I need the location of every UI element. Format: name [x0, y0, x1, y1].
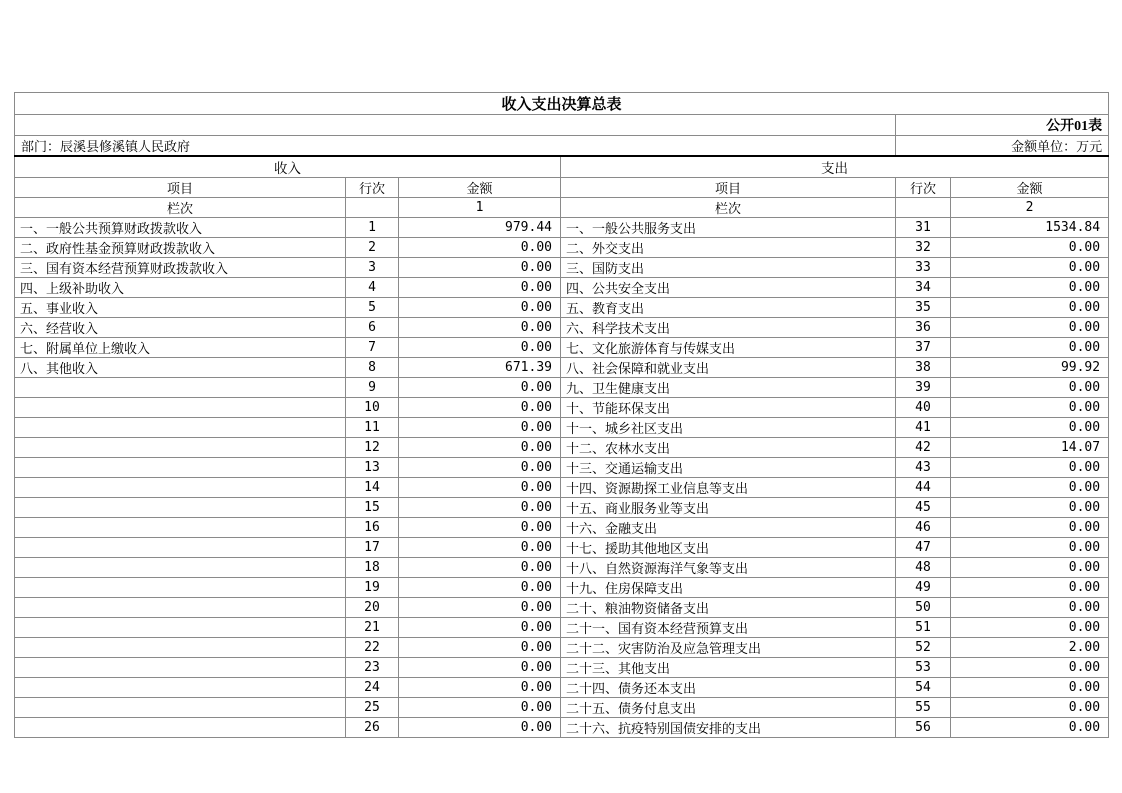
- income-amount-cell: 0.00: [399, 498, 561, 518]
- page-title: 收入支出决算总表: [15, 93, 1109, 115]
- expense-column-number: 2: [951, 198, 1109, 218]
- table-row: [15, 378, 1109, 398]
- income-line-cell: 6: [346, 318, 399, 338]
- income-amount-cell: 0.00: [399, 658, 561, 678]
- expense-line-cell: 43: [896, 458, 951, 478]
- income-item-cell: [15, 578, 346, 598]
- expense-line-cell: 45: [896, 498, 951, 518]
- expense-line-cell: 40: [896, 398, 951, 418]
- income-item-cell: [15, 598, 346, 618]
- income-amount-cell: 0.00: [399, 338, 561, 358]
- expense-amount-cell: 0.00: [951, 378, 1109, 398]
- expense-amount-cell: 0.00: [951, 398, 1109, 418]
- expense-amount-header: 金额: [951, 178, 1109, 198]
- table-row: [15, 498, 1109, 518]
- income-line-cell: 5: [346, 298, 399, 318]
- income-line-cell: 19: [346, 578, 399, 598]
- income-line-cell: 21: [346, 618, 399, 638]
- expense-line-header: 行次: [896, 178, 951, 198]
- table-row: [15, 458, 1109, 478]
- column-number-row: [15, 198, 1109, 218]
- expense-line-cell: 50: [896, 598, 951, 618]
- expense-amount-cell: 2.00: [951, 638, 1109, 658]
- income-line-cell: 20: [346, 598, 399, 618]
- table-row: [15, 318, 1109, 338]
- income-item-cell: [15, 418, 346, 438]
- expense-line-cell: 36: [896, 318, 951, 338]
- expense-line-cell: 51: [896, 618, 951, 638]
- table-row: [15, 338, 1109, 358]
- income-item-cell: 七、附属单位上缴收入: [15, 338, 346, 358]
- income-line-cell: 7: [346, 338, 399, 358]
- expense-section-header: 支出: [561, 156, 1109, 178]
- expense-item-cell: 八、社会保障和就业支出: [561, 358, 896, 378]
- expense-amount-cell: 0.00: [951, 618, 1109, 638]
- expense-line-cell: 31: [896, 218, 951, 238]
- amount-unit-label: 金额单位：万元: [896, 136, 1109, 157]
- income-line-cell: 18: [346, 558, 399, 578]
- income-item-cell: 四、上级补助收入: [15, 278, 346, 298]
- income-item-cell: [15, 678, 346, 698]
- income-line-cell: 17: [346, 538, 399, 558]
- income-item-cell: [15, 378, 346, 398]
- expense-item-cell: 十九、住房保障支出: [561, 578, 896, 598]
- table-row: [15, 578, 1109, 598]
- expense-line-cell: 38: [896, 358, 951, 378]
- table-row: [15, 238, 1109, 258]
- expense-line-cell: 56: [896, 718, 951, 738]
- expense-amount-cell: 0.00: [951, 718, 1109, 738]
- income-amount-cell: 0.00: [399, 278, 561, 298]
- expense-item-cell: 一、一般公共服务支出: [561, 218, 896, 238]
- income-column-number: 1: [399, 198, 561, 218]
- income-line-cell: 4: [346, 278, 399, 298]
- expense-item-cell: 六、科学技术支出: [561, 318, 896, 338]
- income-rank-line-cell: [346, 198, 399, 218]
- expense-amount-cell: 0.00: [951, 658, 1109, 678]
- income-line-cell: 13: [346, 458, 399, 478]
- expense-amount-cell: 0.00: [951, 578, 1109, 598]
- income-line-cell: 2: [346, 238, 399, 258]
- income-item-cell: 八、其他收入: [15, 358, 346, 378]
- income-item-cell: [15, 538, 346, 558]
- expense-item-cell: 二十一、国有资本经营预算支出: [561, 618, 896, 638]
- table-body: [15, 218, 1109, 738]
- department-label: 部门：辰溪县修溪镇人民政府: [15, 136, 896, 157]
- expense-amount-cell: 0.00: [951, 338, 1109, 358]
- expense-line-cell: 35: [896, 298, 951, 318]
- income-line-header: 行次: [346, 178, 399, 198]
- expense-line-cell: 34: [896, 278, 951, 298]
- expense-line-cell: 53: [896, 658, 951, 678]
- expense-item-cell: 三、国防支出: [561, 258, 896, 278]
- income-item-cell: [15, 718, 346, 738]
- expense-item-cell: 十七、援助其他地区支出: [561, 538, 896, 558]
- income-amount-cell: 0.00: [399, 638, 561, 658]
- income-amount-cell: 0.00: [399, 558, 561, 578]
- expense-line-cell: 46: [896, 518, 951, 538]
- income-item-cell: [15, 698, 346, 718]
- table-row: [15, 478, 1109, 498]
- income-amount-cell: 0.00: [399, 718, 561, 738]
- income-amount-cell: 0.00: [399, 618, 561, 638]
- expense-amount-cell: 0.00: [951, 278, 1109, 298]
- income-line-cell: 15: [346, 498, 399, 518]
- income-amount-cell: 0.00: [399, 698, 561, 718]
- expense-line-cell: 48: [896, 558, 951, 578]
- expense-item-cell: 十四、资源勘探工业信息等支出: [561, 478, 896, 498]
- expense-item-cell: 四、公共安全支出: [561, 278, 896, 298]
- expense-item-cell: 二十二、灾害防治及应急管理支出: [561, 638, 896, 658]
- table-row: [15, 558, 1109, 578]
- table-row: [15, 518, 1109, 538]
- income-amount-cell: 0.00: [399, 578, 561, 598]
- income-item-cell: [15, 458, 346, 478]
- income-item-cell: [15, 498, 346, 518]
- income-item-cell: [15, 618, 346, 638]
- expense-item-cell: 十一、城乡社区支出: [561, 418, 896, 438]
- expense-amount-cell: 0.00: [951, 258, 1109, 278]
- income-line-cell: 23: [346, 658, 399, 678]
- expense-amount-cell: 0.00: [951, 238, 1109, 258]
- income-line-cell: 1: [346, 218, 399, 238]
- table-row: [15, 678, 1109, 698]
- table-row: [15, 538, 1109, 558]
- income-line-cell: 22: [346, 638, 399, 658]
- income-item-cell: [15, 438, 346, 458]
- expense-line-cell: 33: [896, 258, 951, 278]
- income-section-header: 收入: [15, 156, 561, 178]
- income-item-cell: 六、经营收入: [15, 318, 346, 338]
- income-item-cell: [15, 478, 346, 498]
- expense-line-cell: 37: [896, 338, 951, 358]
- table-row: [15, 658, 1109, 678]
- income-line-cell: 10: [346, 398, 399, 418]
- income-item-cell: [15, 398, 346, 418]
- income-line-cell: 16: [346, 518, 399, 538]
- income-item-cell: 一、一般公共预算财政拨款收入: [15, 218, 346, 238]
- expense-line-cell: 44: [896, 478, 951, 498]
- table-row: [15, 398, 1109, 418]
- expense-amount-cell: 0.00: [951, 318, 1109, 338]
- table-header: [15, 93, 1109, 218]
- expense-amount-cell: 0.00: [951, 678, 1109, 698]
- income-amount-cell: 0.00: [399, 438, 561, 458]
- income-amount-cell: 0.00: [399, 298, 561, 318]
- table-code: 公开01表: [896, 115, 1109, 136]
- table-row: [15, 718, 1109, 738]
- table-row: [15, 698, 1109, 718]
- table-code-row: [15, 115, 1109, 136]
- table-row: [15, 438, 1109, 458]
- income-line-cell: 12: [346, 438, 399, 458]
- income-line-cell: 11: [346, 418, 399, 438]
- income-line-cell: 3: [346, 258, 399, 278]
- expense-item-cell: 二十、粮油物资储备支出: [561, 598, 896, 618]
- income-item-cell: [15, 658, 346, 678]
- income-amount-cell: 0.00: [399, 598, 561, 618]
- expense-item-cell: 十二、农林水支出: [561, 438, 896, 458]
- income-amount-cell: 0.00: [399, 398, 561, 418]
- expense-item-cell: 十三、交通运输支出: [561, 458, 896, 478]
- table-row: [15, 298, 1109, 318]
- income-line-cell: 25: [346, 698, 399, 718]
- income-amount-header: 金额: [399, 178, 561, 198]
- expense-amount-cell: 0.00: [951, 558, 1109, 578]
- income-item-cell: 三、国有资本经营预算财政拨款收入: [15, 258, 346, 278]
- income-amount-cell: 0.00: [399, 238, 561, 258]
- title-row: [15, 93, 1109, 115]
- expense-amount-cell: 99.92: [951, 358, 1109, 378]
- income-amount-cell: 0.00: [399, 418, 561, 438]
- section-header-row: [15, 156, 1109, 178]
- expense-item-cell: 十、节能环保支出: [561, 398, 896, 418]
- table-row: [15, 358, 1109, 378]
- income-rank-label: 栏次: [15, 198, 346, 218]
- table-row: [15, 278, 1109, 298]
- income-amount-cell: 671.39: [399, 358, 561, 378]
- expense-rank-line-cell: [896, 198, 951, 218]
- expense-amount-cell: 0.00: [951, 458, 1109, 478]
- income-item-cell: 二、政府性基金预算财政拨款收入: [15, 238, 346, 258]
- expense-line-cell: 47: [896, 538, 951, 558]
- expense-line-cell: 42: [896, 438, 951, 458]
- expense-item-cell: 二、外交支出: [561, 238, 896, 258]
- expense-amount-cell: 0.00: [951, 418, 1109, 438]
- expense-line-cell: 54: [896, 678, 951, 698]
- income-amount-cell: 0.00: [399, 478, 561, 498]
- expense-item-cell: 十五、商业服务业等支出: [561, 498, 896, 518]
- expense-line-cell: 32: [896, 238, 951, 258]
- expense-amount-cell: 0.00: [951, 698, 1109, 718]
- department-row: [15, 136, 1109, 157]
- income-amount-cell: 0.00: [399, 538, 561, 558]
- income-item-cell: 五、事业收入: [15, 298, 346, 318]
- expense-item-cell: 十八、自然资源海洋气象等支出: [561, 558, 896, 578]
- expense-item-cell: 九、卫生健康支出: [561, 378, 896, 398]
- income-line-cell: 14: [346, 478, 399, 498]
- expense-item-cell: 五、教育支出: [561, 298, 896, 318]
- expense-item-cell: 七、文化旅游体育与传媒支出: [561, 338, 896, 358]
- income-line-cell: 9: [346, 378, 399, 398]
- expense-line-cell: 52: [896, 638, 951, 658]
- expense-amount-cell: 0.00: [951, 538, 1109, 558]
- table-row: [15, 638, 1109, 658]
- income-amount-cell: 0.00: [399, 378, 561, 398]
- income-amount-cell: 0.00: [399, 258, 561, 278]
- expense-line-cell: 49: [896, 578, 951, 598]
- expense-item-cell: 二十五、债务付息支出: [561, 698, 896, 718]
- expense-amount-cell: 14.07: [951, 438, 1109, 458]
- expense-item-cell: 十六、金融支出: [561, 518, 896, 538]
- expense-item-cell: 二十四、债务还本支出: [561, 678, 896, 698]
- table-row: [15, 418, 1109, 438]
- expense-line-cell: 41: [896, 418, 951, 438]
- income-line-cell: 8: [346, 358, 399, 378]
- expense-item-header: 项目: [561, 178, 896, 198]
- expense-item-cell: 二十六、抗疫特别国债安排的支出: [561, 718, 896, 738]
- table-row: [15, 598, 1109, 618]
- income-line-cell: 26: [346, 718, 399, 738]
- income-item-header: 项目: [15, 178, 346, 198]
- income-item-cell: [15, 518, 346, 538]
- expense-amount-cell: 0.00: [951, 298, 1109, 318]
- income-line-cell: 24: [346, 678, 399, 698]
- expense-line-cell: 39: [896, 378, 951, 398]
- expense-amount-cell: 0.00: [951, 498, 1109, 518]
- income-amount-cell: 0.00: [399, 458, 561, 478]
- income-amount-cell: 0.00: [399, 678, 561, 698]
- income-amount-cell: 979.44: [399, 218, 561, 238]
- column-header-row: [15, 178, 1109, 198]
- expense-line-cell: 55: [896, 698, 951, 718]
- expense-amount-cell: 0.00: [951, 518, 1109, 538]
- expense-item-cell: 二十三、其他支出: [561, 658, 896, 678]
- table-row: [15, 618, 1109, 638]
- expense-amount-cell: 0.00: [951, 478, 1109, 498]
- income-item-cell: [15, 558, 346, 578]
- income-item-cell: [15, 638, 346, 658]
- table-code-spacer-cell: [15, 115, 896, 136]
- expense-amount-cell: 0.00: [951, 598, 1109, 618]
- expense-rank-label: 栏次: [561, 198, 896, 218]
- income-amount-cell: 0.00: [399, 518, 561, 538]
- income-amount-cell: 0.00: [399, 318, 561, 338]
- table-row: [15, 258, 1109, 278]
- table-row: [15, 218, 1109, 238]
- budget-summary-table: [14, 92, 1109, 738]
- expense-amount-cell: 1534.84: [951, 218, 1109, 238]
